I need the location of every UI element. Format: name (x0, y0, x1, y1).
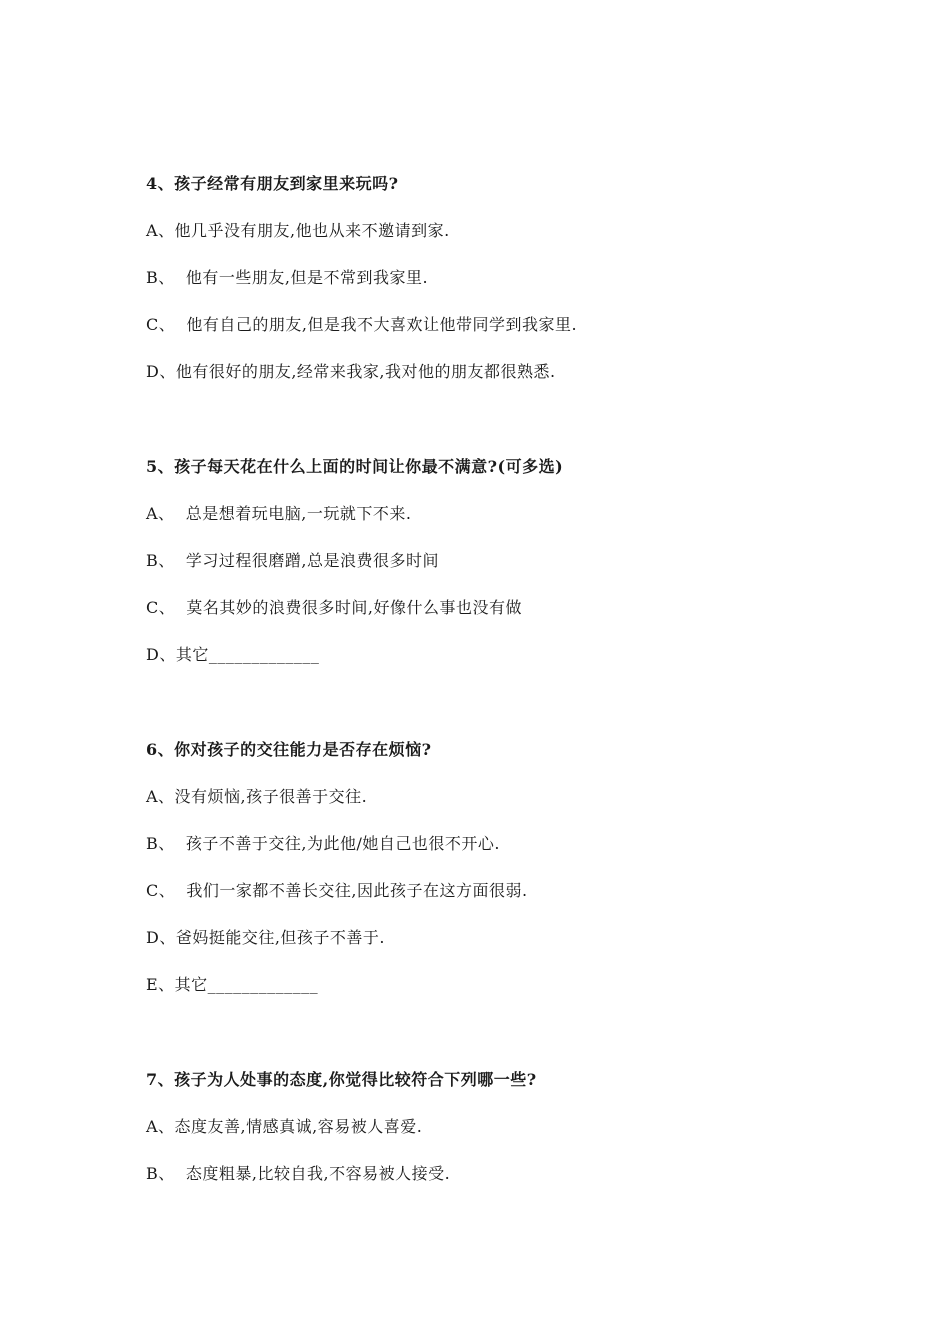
question-title: 5、孩子每天花在什么上面的时间让你最不满意?(可多选) (146, 457, 564, 476)
option-c: C、 莫名其妙的浪费很多时间,好像什么事也没有做 (146, 598, 523, 617)
option-b: B、 态度粗暴,比较自我,不容易被人接受. (146, 1164, 451, 1183)
option-d: D、其它_____________ (146, 645, 320, 664)
option-b: B、 孩子不善于交往,为此他/她自己也很不开心. (146, 834, 500, 853)
option-d: D、他有很好的朋友,经常来我家,我对他的朋友都很熟悉. (146, 362, 556, 381)
option-a: A、 总是想着玩电脑,一玩就下不来. (146, 504, 412, 523)
question-7 (146, 1070, 866, 1184)
option-a: A、他几乎没有朋友,他也从来不邀请到家. (146, 221, 450, 240)
option-e: E、其它_____________ (146, 975, 319, 994)
option-b: B、 他有一些朋友,但是不常到我家里. (146, 268, 429, 287)
option-d: D、爸妈挺能交往,但孩子不善于. (146, 928, 386, 947)
option-a: A、没有烦恼,孩子很善于交往. (146, 787, 368, 806)
question-4 (146, 174, 866, 382)
question-title: 4、孩子经常有朋友到家里来玩吗? (146, 174, 399, 193)
option-a: A、态度友善,情感真诚,容易被人喜爱. (146, 1117, 423, 1136)
option-b: B、 学习过程很磨蹭,总是浪费很多时间 (146, 551, 440, 570)
option-c: C、 我们一家都不善长交往,因此孩子在这方面很弱. (146, 881, 528, 900)
question-6 (146, 740, 866, 995)
question-5 (146, 457, 866, 665)
question-title: 6、你对孩子的交往能力是否存在烦恼? (146, 740, 432, 759)
option-c: C、 他有自己的朋友,但是我不大喜欢让他带同学到我家里. (146, 315, 578, 334)
question-title: 7、孩子为人处事的态度,你觉得比较符合下列哪一些? (146, 1070, 537, 1089)
